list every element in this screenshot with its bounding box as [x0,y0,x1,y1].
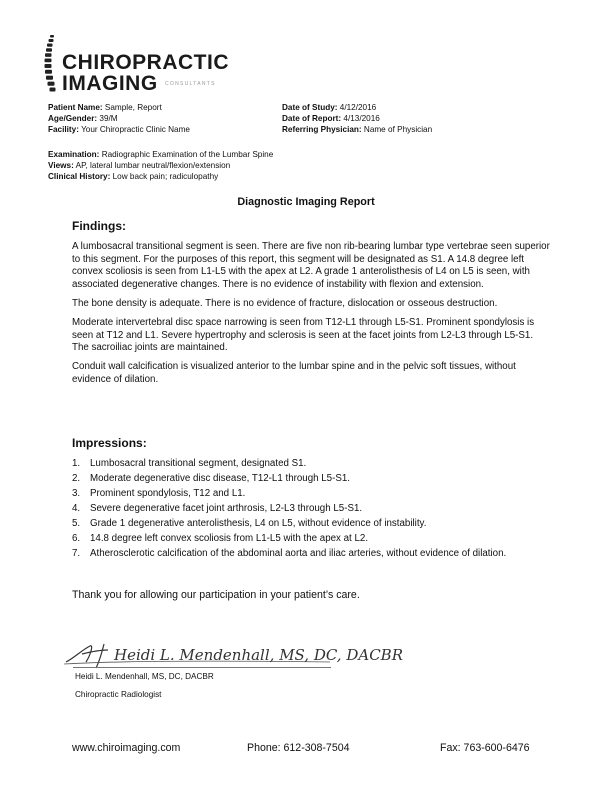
impression-item [72,458,550,471]
logo-subtitle: CONSULTANTS [165,81,216,87]
date-of-study-label: Date of Study: [282,103,338,112]
date-of-study-row [282,103,432,114]
referring-physician-value: Name of Physician [361,124,433,134]
impression-text: Lumbosacral transitional segment, designated S1. [90,458,307,469]
exam-info [48,150,273,182]
facility-label: Facility: [48,124,79,134]
date-of-report-value: 4/13/2016 [341,113,380,123]
impressions-list [72,458,550,563]
radiologist-name: Heidi L. Mendenhall, MS, DC, DACBR [75,672,214,681]
impression-number: 6. [72,532,81,544]
findings-paragraph: The bone density is adequate. There is no evidence of fracture, dislocation or osseous destruction. [72,297,498,309]
age-gender-label: Age/Gender: [48,113,98,123]
impression-text: Atherosclerotic calcification of the abdominal aorta and iliac arteries, without evidence of dilation. [90,547,507,559]
findings-paragraph: A lumbosacral transitional segment is seen. There are five non rib-bearing lumbar type vertebrae seen superior to this segment. For the purposes of this report, this segment will be designated as S1. A 14.8 degree left convex scoliosis is seen from L1-L5 with the apex at L2. A grade 1 anterolisthesis of L4 on L5 is seen, with associated degenerative changes. There is no evidence of instability with flexion and extension. [72,241,550,290]
clinical-history-label: Clinical History: [48,171,111,181]
impression-number: 1. [72,458,81,469]
age-gender-value: 39/M [97,113,118,123]
impression-item [72,533,550,546]
patient-name-row [48,103,190,114]
impression-item [72,488,550,501]
views-row [48,161,273,172]
impression-text: Moderate degenerative disc disease, T12-L1 through L5-S1. [90,472,350,484]
examination-row [48,150,273,161]
signature-line [73,667,331,668]
impression-item [72,518,550,531]
examination-label: Examination: [48,150,100,159]
impressions-heading: Impressions: [72,436,147,450]
logo-text-imaging: IMAGING [62,72,158,95]
findings-paragraph: Conduit wall calcification is visualized anterior to the lumbar spine and in the pelvic soft tissues, without evidence of dilation. [72,361,516,385]
clinical-history-value: Low back pain; radiculopathy [110,171,219,181]
impression-item [72,473,550,486]
study-info [282,103,432,135]
impression-item [72,548,550,561]
company-logo [40,34,240,95]
referring-physician-label: Referring Physician: [282,124,362,134]
radiologist-title: Chiropractic Radiologist [75,690,162,699]
date-of-report-row [282,114,432,125]
impression-text: Severe degenerative facet joint arthrosis, L2-L3 through L5-S1. [90,502,363,514]
impression-text: 14.8 degree left convex scoliosis from L1-L5 with the apex at L2. [90,532,369,544]
findings-heading: Findings: [72,219,126,233]
footer-phone: Phone: 612-308-7504 [247,742,350,754]
date-of-report-label: Date of Report: [282,113,342,123]
impression-text: Prominent spondylosis, T12 and L1. [90,487,246,499]
footer-fax: Fax: 763-600-6476 [440,742,530,754]
logo-text-chiropractic: CHIROPRACTIC [62,51,229,74]
findings-section [72,241,550,393]
patient-name-label: Patient Name: [48,103,103,112]
closing-statement: Thank you for allowing our participation in your patient’s care. [72,589,360,601]
impression-number: 2. [72,472,81,484]
facility-value: Your Chiropractic Clinic Name [78,124,190,134]
signature-script: Heidi L. Mendenhall, MS, DC, DACBR [114,646,403,664]
impression-number: 5. [72,517,81,529]
spine-logo-icon [42,34,62,92]
report-title: Diagnostic Imaging Report [237,196,375,208]
views-value: AP, lateral lumbar neutral/flexion/extension [73,160,231,170]
referring-physician-row [282,125,432,136]
views-label: Views: [48,160,74,170]
footer-website: www.chiroimaging.com [72,742,181,754]
facility-row [48,125,190,136]
patient-name-value: Sample, Report [102,103,162,112]
impression-number: 7. [72,547,81,559]
findings-paragraph: Moderate intervertebral disc space narrowing is seen from T12-L1 through L5-S1. Prominent spondylosis is seen at T12 and L1. Severe hypertrophy and sclerosis is seen at the facet joints from L2-L3 through L5-S1. The sacroiliac joints are maintained. [72,316,535,354]
examination-value: Radiographic Examination of the Lumbar Spine [99,150,274,159]
impression-text: Grade 1 degenerative anterolisthesis, L4 on L5, without evidence of instability. [90,517,427,529]
impression-number: 3. [72,487,81,499]
handwritten-signature [60,628,403,676]
age-gender-row [48,114,190,125]
clinical-history-row [48,172,273,183]
impression-item [72,503,550,516]
impression-number: 4. [72,502,81,514]
date-of-study-value: 4/12/2016 [337,103,377,112]
patient-info [48,103,190,135]
